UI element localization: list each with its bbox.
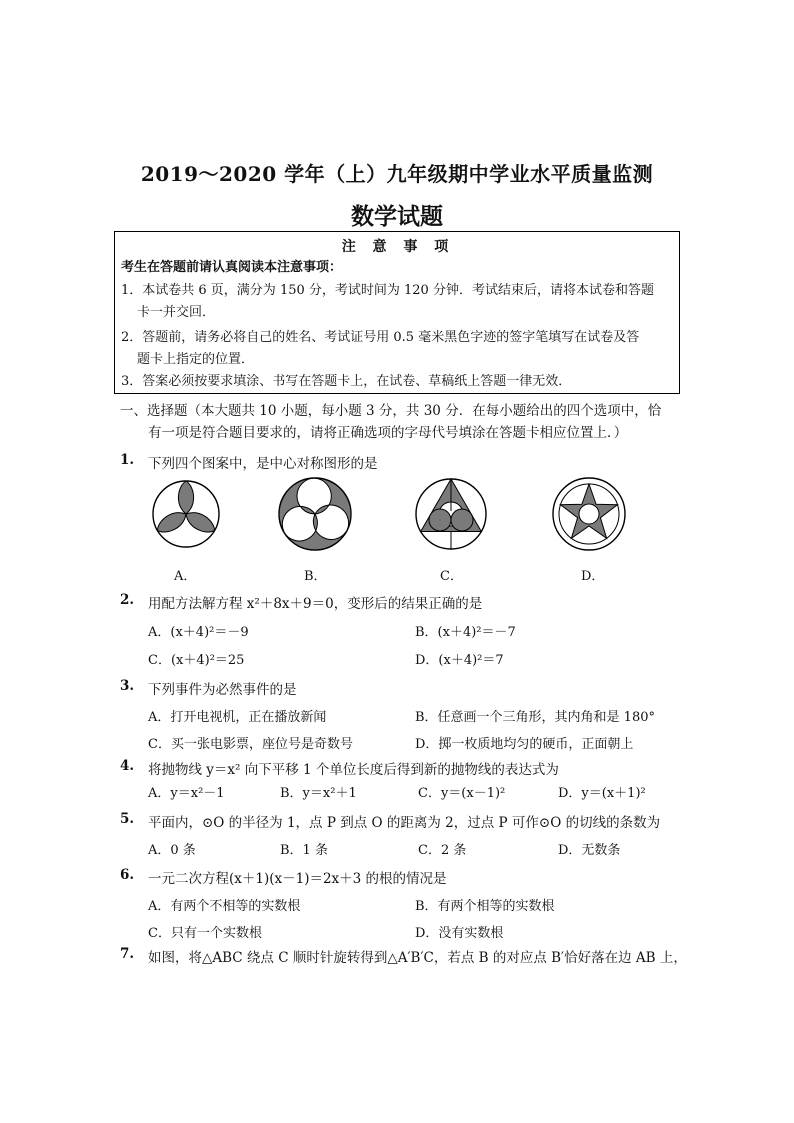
q4-text: 将抛物线 y＝x² 向下平移 1 个单位长度后得到新的抛物线的表达式为 bbox=[148, 762, 559, 778]
q4-number: 4. bbox=[120, 758, 135, 774]
q6-option-a: A．有两个不相等的实数根 bbox=[148, 899, 301, 914]
q2-number: 2. bbox=[120, 592, 135, 608]
q3-option-c: C．买一张电影票，座位号是奇数号 bbox=[148, 737, 353, 752]
figure-c-triangle bbox=[416, 479, 486, 549]
notice-item-1-cont: 卡一并交回． bbox=[137, 305, 216, 320]
notice-item-2: 2．答题前，请务必将自己的姓名、考试证号用 0.5 毫米黑色字迹的签字笔填写在试卷及答 bbox=[121, 330, 640, 345]
q5-option-b: B．1 条 bbox=[280, 843, 328, 858]
q3-option-b: B．任意画一个三角形，其内角和是 180° bbox=[415, 710, 655, 725]
exam-title: 2019～2020 学年（上）九年级期中学业水平质量监测 bbox=[140, 162, 654, 186]
figure-d-star bbox=[553, 478, 625, 550]
q1-text: 下列四个图案中，是中心对称图形的是 bbox=[148, 456, 378, 472]
q1-label-d: D． bbox=[581, 569, 605, 584]
q5-option-a: A．0 条 bbox=[148, 843, 196, 858]
q4-option-d: D．y＝(x＋1)² bbox=[558, 786, 646, 801]
q4-option-a: A．y＝x²－1 bbox=[148, 786, 225, 801]
q2-option-a: A．(x＋4)²＝－9 bbox=[148, 625, 249, 640]
q2-text: 用配方法解方程 x²＋8x＋9＝0，变形后的结果正确的是 bbox=[148, 596, 483, 612]
notice-box bbox=[114, 231, 680, 394]
q3-text: 下列事件为必然事件的是 bbox=[148, 682, 297, 698]
q2-option-d: D．(x＋4)²＝7 bbox=[415, 653, 504, 668]
q6-text: 一元二次方程(x＋1)(x－1)＝2x＋3 的根的情况是 bbox=[148, 871, 447, 887]
q3-number: 3. bbox=[120, 678, 135, 694]
q3-option-a: A．打开电视机，正在播放新闻 bbox=[148, 710, 327, 725]
q1-label-a: A． bbox=[174, 569, 197, 584]
figure-b-swirl bbox=[279, 476, 364, 556]
q5-text: 平面内，⊙O 的半径为 1，点 P 到点 O 的距离为 2，过点 P 可作⊙O 的切线的条数为 bbox=[148, 815, 661, 831]
section-heading: 一、选择题（本大题共 10 小题，每小题 3 分，共 30 分．在每小题给出的四个选项中，恰 bbox=[120, 403, 662, 419]
q5-number: 5. bbox=[120, 811, 135, 827]
q1-label-b: B． bbox=[304, 569, 327, 584]
q3-option-d: D．掷一枚质地均匀的硬币，正面朝上 bbox=[415, 737, 634, 752]
q2-option-c: C．(x＋4)²＝25 bbox=[148, 653, 245, 668]
section-heading-cont: 有一项是符合题目要求的，请将正确选项的字母代号填涂在答题卡相应位置上．） bbox=[148, 425, 628, 441]
q5-option-c: C．2 条 bbox=[418, 843, 467, 858]
q4-option-c: C．y＝(x－1)² bbox=[418, 786, 506, 801]
q5-option-d: D．无数条 bbox=[558, 843, 621, 858]
q6-number: 6. bbox=[120, 867, 135, 883]
q2-option-b: B．(x＋4)²＝－7 bbox=[415, 625, 516, 640]
q6-option-c: C．只有一个实数根 bbox=[148, 926, 262, 941]
figure-a-three-petals bbox=[153, 481, 219, 547]
notice-item-1: 1．本试卷共 6 页，满分为 150 分，考试时间为 120 分钟．考试结束后，请将本试卷和答题 bbox=[121, 283, 654, 298]
notice-heading: 注 意 事 项 bbox=[341, 239, 455, 255]
q4-option-b: B．y＝x²＋1 bbox=[280, 786, 357, 801]
notice-item-2-cont: 题卡上指定的位置． bbox=[137, 352, 255, 367]
subject-title: 数学试题 bbox=[351, 203, 443, 230]
q7-number: 7. bbox=[120, 946, 135, 962]
q1-figures bbox=[140, 476, 640, 556]
q1-number: 1. bbox=[120, 452, 135, 468]
q6-option-d: D．没有实数根 bbox=[415, 926, 504, 941]
q6-option-b: B．有两个相等的实数根 bbox=[415, 899, 555, 914]
notice-intro: 考生在答题前请认真阅读本注意事项： bbox=[121, 260, 343, 275]
notice-item-3: 3．答案必须按要求填涂、书写在答题卡上，在试卷、草稿纸上答题一律无效． bbox=[121, 374, 572, 389]
q7-text: 如图，将△ABC 绕点 C 顺时针旋转得到△A′B′C，若点 B 的对应点 B′恰好落在边 AB 上， bbox=[148, 950, 687, 966]
q1-label-c: C． bbox=[440, 569, 463, 584]
